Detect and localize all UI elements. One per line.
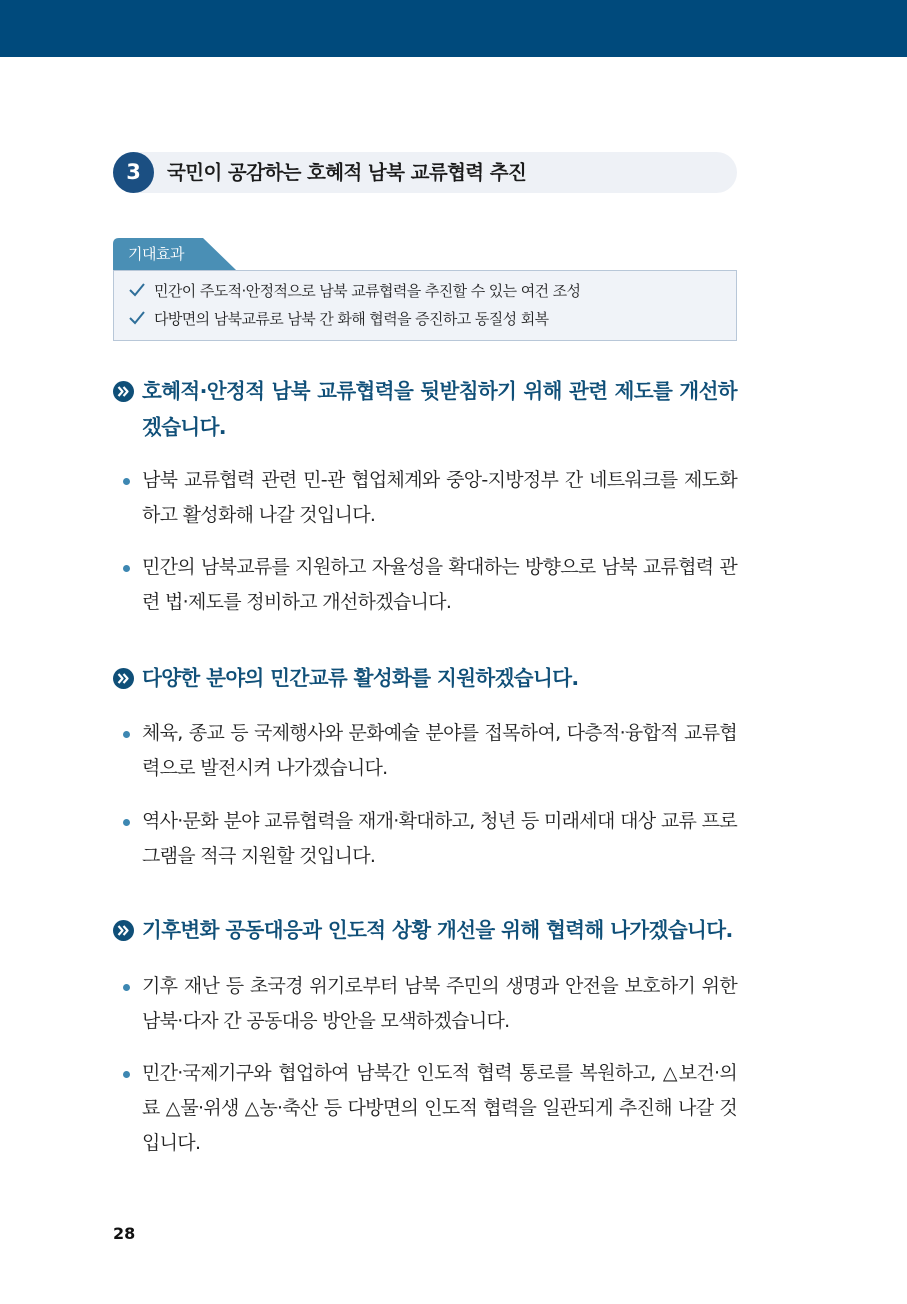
expected-effect-item: [128, 278, 580, 304]
policy-bullet: [113, 716, 737, 786]
double-chevron-circle-icon: [113, 920, 134, 941]
page-number: 28: [113, 1224, 136, 1243]
policy-bullet-text: 민간의 남북교류를 지원하고 자율성을 확대하는 방향으로 남북 교류협력 관련 법·제도를 정비하고 개선하겠습니다.: [142, 556, 737, 613]
expected-effect-label: 기대효과: [128, 245, 184, 263]
policy-heading: [113, 912, 737, 948]
policy-bullet: [113, 463, 737, 533]
expected-effect-tab: [113, 238, 236, 270]
section-header: [113, 152, 737, 193]
policy-bullet: [113, 550, 737, 620]
bullet-dot: [123, 819, 130, 826]
check-icon: [128, 309, 146, 327]
bullet-dot: [123, 984, 130, 991]
policy-heading: [113, 373, 737, 445]
policy-bullet: [113, 969, 737, 1039]
bullet-dot: [123, 731, 130, 738]
policy-bullet-text: 역사·문화 분야 교류협력을 재개·확대하고, 청년 등 미래세대 대상 교류 프로그램을 적극 지원할 것입니다.: [142, 810, 737, 867]
section-number: 3: [113, 152, 154, 193]
policy-bullet: [113, 1056, 737, 1161]
policy-bullet-text: 체육, 종교 등 국제행사와 문화예술 분야를 접목하여, 다층적·융합적 교류협력으로 발전시켜 나가겠습니다.: [142, 722, 737, 779]
policy-heading-text: 다양한 분야의 민간교류 활성화를 지원하겠습니다.: [142, 666, 579, 690]
check-icon: [128, 281, 146, 299]
bullet-dot: [123, 1071, 130, 1078]
bullet-dot: [123, 565, 130, 572]
policy-bullet-text: 민간·국제기구와 협업하여 남북간 인도적 협력 통로를 복원하고, △보건·의료 △물·위생 △농·축산 등 다방면의 인도적 협력을 일관되게 추진해 나갈 것입니다.: [142, 1062, 737, 1154]
top-band: [0, 0, 907, 57]
policy-bullet-text: 기후 재난 등 초국경 위기로부터 남북 주민의 생명과 안전을 보호하기 위한 남북·다자 간 공동대응 방안을 모색하겠습니다.: [142, 975, 737, 1032]
policy-bullet: [113, 804, 737, 874]
policy-heading: [113, 660, 737, 696]
expected-effect-item-text: 다방면의 남북교류로 남북 간 화해 협력을 증진하고 동질성 회복: [154, 310, 549, 328]
section-title: 국민이 공감하는 호혜적 남북 교류협력 추진: [167, 161, 527, 184]
expected-effect-box: [113, 270, 737, 341]
bullet-dot: [123, 478, 130, 485]
policy-heading-text: 기후변화 공동대응과 인도적 상황 개선을 위해 협력해 나가겠습니다.: [142, 918, 733, 942]
expected-effect-item-text: 민간이 주도적·안정적으로 남북 교류협력을 추진할 수 있는 여건 조성: [154, 282, 581, 300]
policy-bullet-text: 남북 교류협력 관련 민-관 협업체계와 중앙-지방정부 간 네트워크를 제도화하고 활성화해 나갈 것입니다.: [142, 469, 737, 526]
policy-heading-text: 호혜적·안정적 남북 교류협력을 뒷받침하기 위해 관련 제도를 개선하겠습니다.: [142, 379, 737, 439]
expected-effect-item: [128, 306, 549, 332]
double-chevron-circle-icon: [113, 381, 134, 402]
double-chevron-circle-icon: [113, 668, 134, 689]
